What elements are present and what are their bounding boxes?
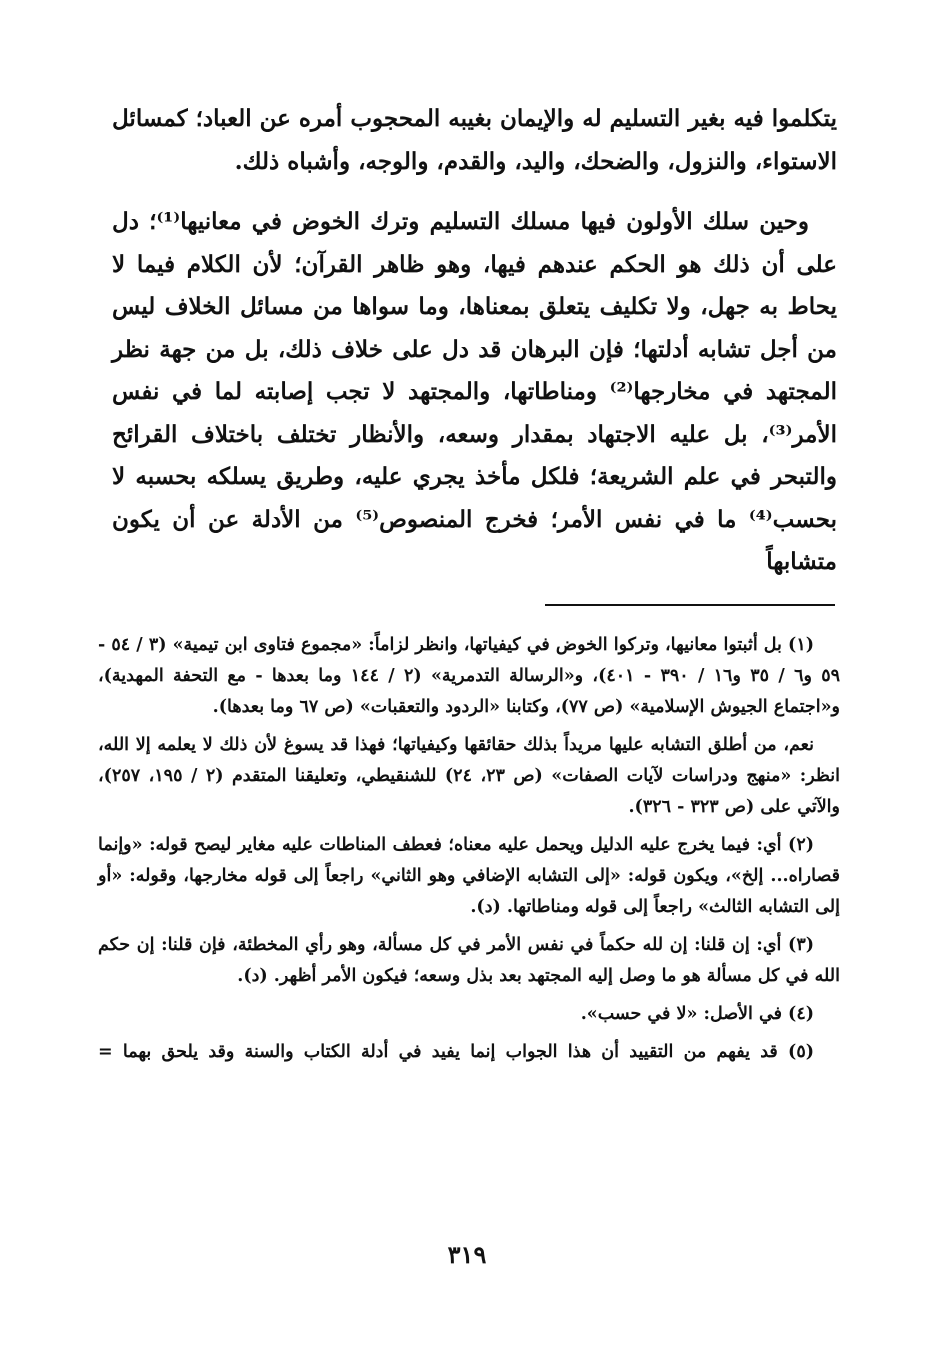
footnote-3: (٣) أي: إن قلنا: إن لله حكماً في نفس الأمر في كل مسألة، وهو رأي المخطئة، فإن قلنا: إن حكم الله في كل مسألة هو ما وصل إليه المجتهد بعد بذل وسعه؛ فيكون الأمر أظهر. (د). — [98, 935, 840, 986]
footnotes — [98, 630, 840, 1075]
main-text — [112, 98, 837, 584]
footnote-1-continued: نعم، من أطلق التشابه عليها مريداً بذلك حقائقها وكيفياتها؛ فهذا قد يسوغ لأن ذلك لا يعلمه إلا الله، انظر: «منهج ودراسات لآيات الصفات» (ص ٢٣، ٢٤) للشنقيطي، وتعليقنا المتقدم (٢ / ١٩٥، ٢٥٧)، والآتي على (ص ٣٢٣ - ٣٢٦). — [98, 735, 840, 817]
paragraph-2: وحين سلك الأولون فيها مسلك التسليم وترك الخوض في معانيها⁽¹⁾؛ دل على أن ذلك هو الحكم عندهم فيها، وهو ظاهر القرآن؛ لأن الكلام فيما لا يحاط به جهل، ولا تكليف يتعلق بمعناها، وما سواها من مسائل الخلاف ليس من أجل تشابه أدلتها؛ فإن البرهان قد دل على خلاف ذلك، بل من جهة نظر المجتهد في مخارجها⁽²⁾ ومناطاتها، والمجتهد لا تجب إصابته لما في نفس الأمر⁽³⁾، بل عليه الاجتهاد بمقدار وسعه، والأنظار تختلف باختلاف القرائح والتبحر في علم الشريعة؛ فلكل مأخذ يجري عليه، وطريق يسلكه بحسبه لا بحسب⁽⁴⁾ ما في نفس الأمر؛ فخرج المنصوص⁽⁵⁾ من الأدلة عن أن يكون متشابهاً — [112, 208, 837, 575]
paragraph-1: يتكلموا فيه بغير التسليم له والإيمان بغيبه المحجوب أمره عن العباد؛ كمسائل الاستواء، والنزول، والضحك، واليد، والقدم، والوجه، وأشباه ذلك. — [112, 105, 837, 175]
footnote-1: (١) بل أثبتوا معانيها، وتركوا الخوض في كيفياتها، وانظر لزاماً: «مجموع فتاوى ابن تيمية» (٣ / ٥٤ - ٥٩ و٦ / ٣٥ و١٦ / ٣٩٠ - ٤٠١)، و«الرسالة التدمرية» (٢ / ١٤٤ وما بعدها - مع التحفة المهدية)، و«اجتماع الجيوش الإسلامية» (ص ٧٧)، وكتابنا «الردود والتعقبات» (ص ٦٧ وما بعدها). — [98, 635, 841, 717]
footnote-divider — [545, 604, 835, 606]
footnote-2: (٢) أي: فيما يخرج عليه الدليل ويحمل عليه معناه؛ فعطف المناطات عليه مغاير ليصح قوله: «وإنما قصاراه... إلخ»، ويكون قوله: «إلى التشابه الإضافي وهو الثاني» راجعاً إلى قوله مخارجها، وقوله: «أو إلى التشابه الثالث» راجعاً إلى قوله ومناطاتها. (د). — [98, 835, 840, 917]
page-number: ٣١٩ — [447, 1240, 487, 1269]
footnote-4: (٤) في الأصل: «لا في حسب». — [580, 1004, 814, 1024]
footnote-5: (٥) قد يفهم من التقييد أن هذا الجواب إنما يفيد في أدلة الكتاب والسنة وقد يلحق بهما = — [98, 1042, 814, 1062]
